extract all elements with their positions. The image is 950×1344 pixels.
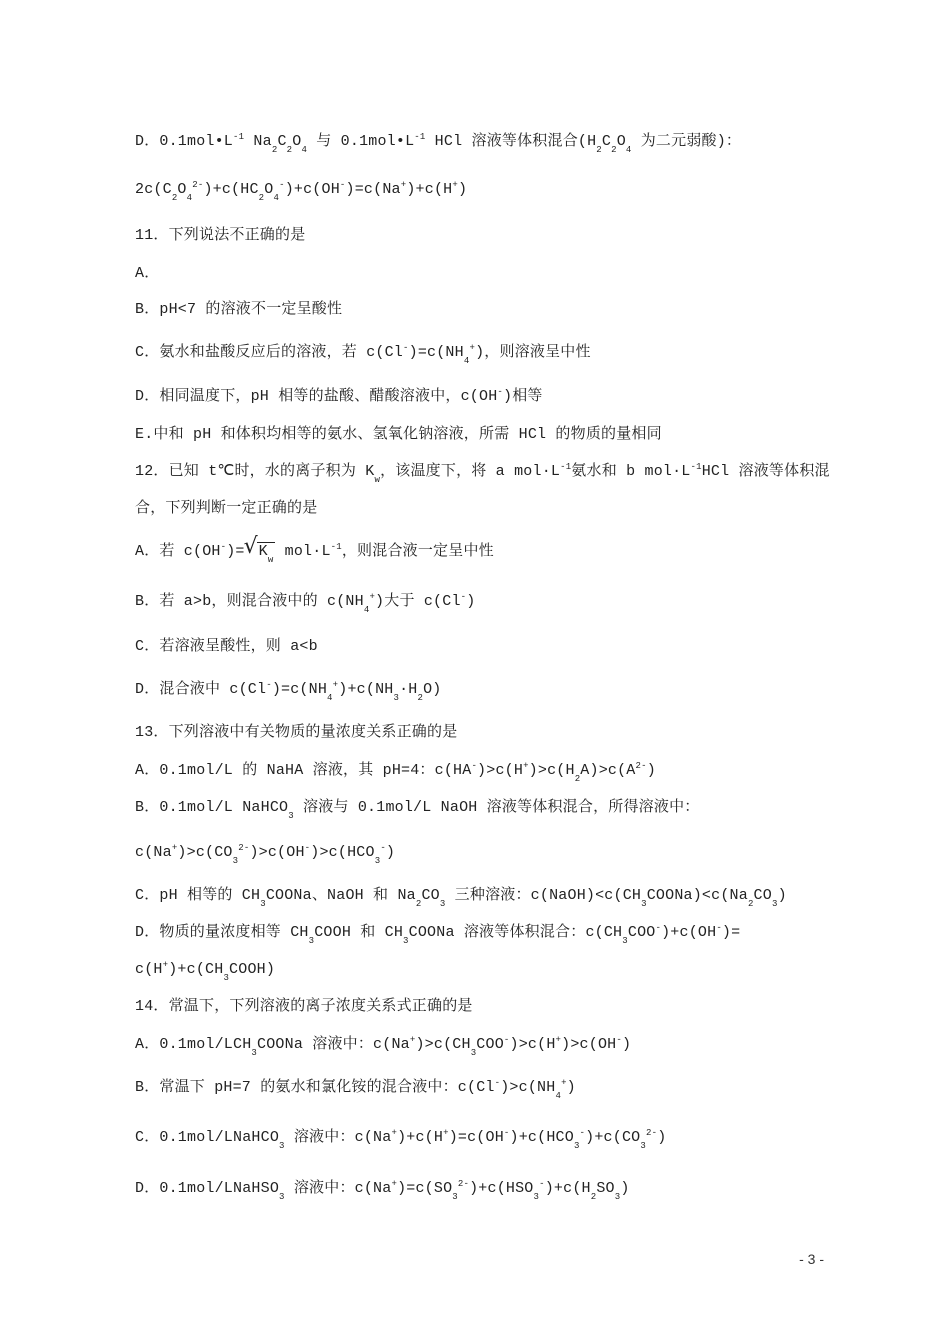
text-line-q11d: D．相同温度下，pH 相等的盐酸、醋酸溶液中，c(OH-)相等: [135, 387, 543, 405]
text-line-q12: 12．已知 t℃时，水的离子积为 $K_w$，该温度下，将 a $mol\cdot L^{-1}$氨水和 b $mol\cdot L^{-1}HCl$ 溶液等体积混: [135, 462, 830, 485]
text-line-q14d: D．0.1mol/LNaHSO$_3$ 溶液中：$c(Na^+)=c(SO_3^{2-})+c(HSO_3^-)+c(H_2SO_3)$: [135, 1179, 630, 1202]
text-line-q13d: D．物质的量浓度相等 $CH_3COOH$ 和 $CH_3COONa$ 溶液等体积混合：$c(CH_3COO^-)+c(OH^-)=$: [135, 923, 741, 946]
text-line-q12d: D．混合液中 $c(Cl^-)=c(NH_4^+)+c(NH_3\cdot H_2O)$: [135, 680, 442, 703]
text-line-q14b: B．常温下 pH=7 的氨水和氯化铵的混合液中：$c(Cl^-)>c(NH_4^+)$: [135, 1078, 576, 1101]
text-line-q14a: A．$0.1mol/LCH_3COONa$ 溶液中：$c(Na^+)>c(CH_3COO^-)>c(H^+)>c(OH^-)$: [135, 1035, 632, 1058]
text-line-q13b: B．0.1mol/L NaHCO$_3$ 溶液与 0.1mol/L NaOH 溶液等体积混合，所得溶液中：: [135, 799, 700, 821]
text-line-q13b-eq: $c(Na^+)>c(CO_3^{2-})>c(OH^-)>c(HCO_3^-)$: [135, 843, 396, 866]
text-line-q12c: C．若溶液呈酸性，则 a<b: [135, 638, 318, 655]
text-line-q14c: C．0.1mol/LNaHCO$_3$ 溶液中：$c(Na^+)+c(H^+)=c(OH^-)+c(HCO_3^-)+c(CO_3^{2-})$: [135, 1128, 667, 1151]
text-line-q13: 13．下列溶液中有关物质的量浓度关系正确的是: [135, 724, 458, 741]
text-line-q12a: A．若 c(OH-)=√ $K_w$ $mol\cdot L^{-1}$，则混合液一定呈中性: [135, 542, 494, 562]
text-line-q11c: C．氨水和盐酸反应后的溶液，若 $c(Cl^-)=c(NH_4^+)$，则溶液呈中性: [135, 343, 591, 366]
text-line-q10d: D．$0.1mol•L^{-1}$ $Na_2C_2O_4$ 与 $0.1mol•L^{-1}$ HCl 溶液等体积混合($H_2C_2O_4$ 为二元弱酸)：: [135, 132, 742, 155]
text-line-q14: 14．常温下，下列溶液的离子浓度关系式正确的是: [135, 998, 473, 1015]
text-line-q12b: B．若 a>b，则混合液中的 $c(NH_4^+)$大于 c(Cl-): [135, 592, 476, 615]
text-line-q13a: A．0.1mol/L 的 NaHA 溶液，其 pH=4：$c(HA^-)>c(H^+)>c(H_2A)>c(A^{2-})$: [135, 761, 656, 784]
text-line-q13c: C．pH 相等的 $CH_3COONa$、NaOH 和 $Na_2CO_3$ 三种溶液：$c(NaOH)<c(CH_3COONa)<c(Na_2CO_3)$: [135, 887, 787, 909]
page-number: - 3 -: [799, 1251, 824, 1267]
text-line-q11a: A．: [135, 265, 160, 282]
text-line-q12-cont: 合，下列判断一定正确的是: [135, 500, 318, 517]
text-line-q10d-eq: $2c(C_2O_4^{2-})+c(HC_2O_4^-)+c(OH^-)=c(Na^+)+c(H^+)$: [135, 180, 468, 203]
text-line-q13d-cont: $c(H^+)+c(CH_3COOH)$: [135, 960, 276, 983]
text-line-q11: 11．下列说法不正确的是: [135, 227, 306, 244]
text-line-q11b: B．pH<7 的溶液不一定呈酸性: [135, 301, 343, 318]
text-line-q11e: E.中和 pH 和体积均相等的氨水、氢氧化钠溶液，所需 HCl 的物质的量相同: [135, 426, 662, 443]
